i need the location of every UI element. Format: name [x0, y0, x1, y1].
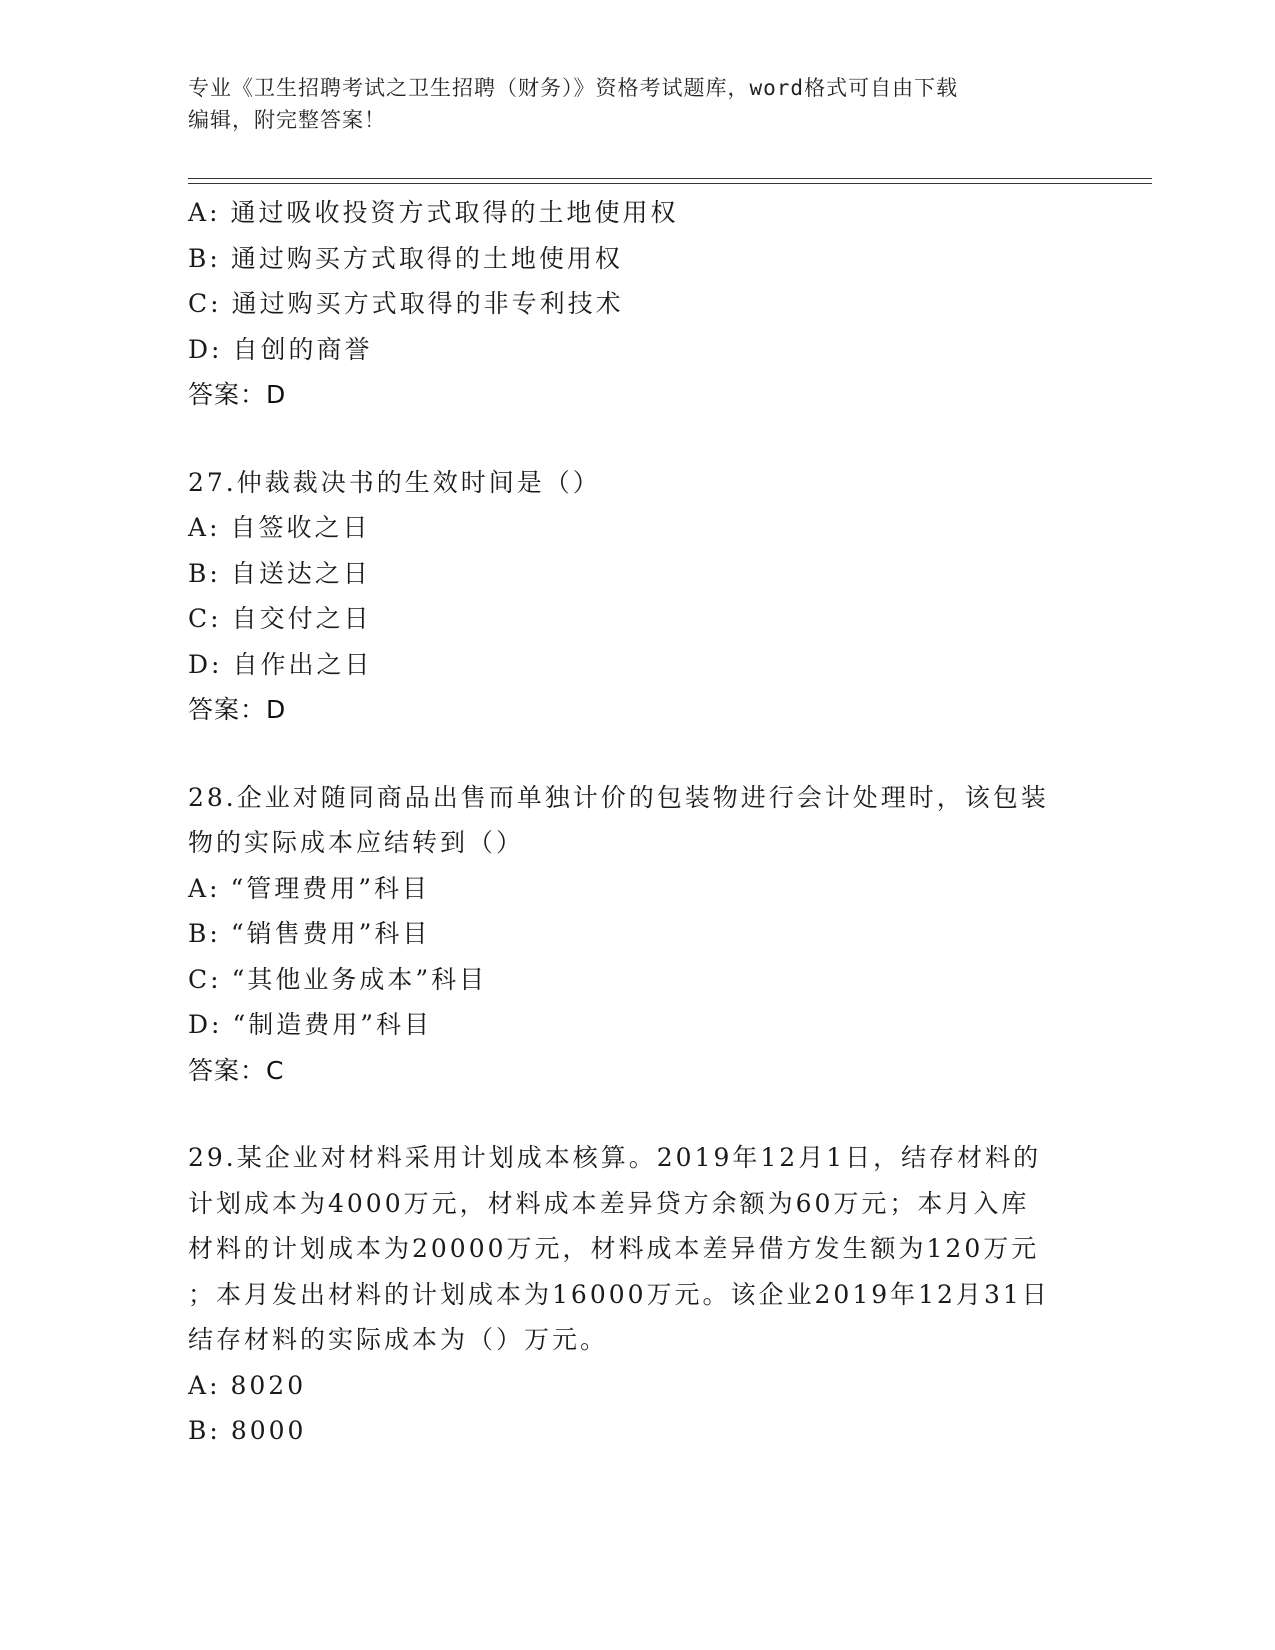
question-29: [188, 1135, 1088, 1454]
option-b: B: 8000: [188, 1416, 307, 1445]
option-a: A: “管理费用”科目: [188, 873, 431, 903]
option-a: A: 通过吸收投资方式取得的土地使用权: [188, 198, 679, 227]
question-stem-line-1: 28.企业对随同商品出售而单独计价的包装物进行会计处理时，该包装: [188, 782, 1049, 812]
question-stem-line-1: 29.某企业对材料采用计划成本核算。2019年12月1日，结存材料的: [188, 1143, 1042, 1172]
option-d: D: “制造费用”科目: [188, 1010, 433, 1039]
option-b: B: “销售费用”科目: [188, 919, 431, 948]
header-divider-bottom: [188, 183, 1152, 184]
header-divider-top: [188, 178, 1152, 179]
question-stem-line-2: 物的实际成本应结转到（）: [188, 828, 525, 857]
question-stem-line-5: 结存材料的实际成本为（）万元。: [188, 1325, 609, 1354]
option-a: A: 8020: [188, 1370, 307, 1400]
answer-line: 答案：C: [188, 1055, 285, 1085]
question-stem: 27.仲裁裁决书的生效时间是（）: [188, 467, 601, 497]
option-c: C: 自交付之日: [188, 604, 372, 633]
option-d: D: 自作出之日: [188, 649, 373, 679]
question-27: [188, 460, 1088, 733]
option-d: D: 自创的商誉: [188, 334, 373, 364]
document-header: [188, 72, 1068, 136]
question-list: [188, 190, 1088, 1454]
option-c: C: 通过购买方式取得的非专利技术: [188, 289, 624, 318]
question-stem-line-2: 计划成本为4000万元，材料成本差异贷方余额为60万元；本月入库: [188, 1188, 1030, 1218]
option-c: C: “其他业务成本”科目: [188, 964, 488, 994]
option-b: B: 自送达之日: [188, 558, 371, 588]
header-line-1: 专业《卫生招聘考试之卫生招聘（财务）》资格考试题库，word格式可自由下载: [188, 76, 959, 100]
option-a: A: 自签收之日: [188, 513, 371, 542]
question-26-continued: [188, 190, 1088, 418]
question-stem-line-4: ；本月发出材料的计划成本为16000万元。该企业2019年12月31日: [188, 1279, 1050, 1309]
answer-line: 答案：D: [188, 695, 287, 724]
answer-line: 答案：D: [188, 380, 287, 409]
question-28: [188, 775, 1088, 1094]
option-b: B: 通过购买方式取得的土地使用权: [188, 243, 623, 273]
header-line-2: 编辑，附完整答案！: [188, 108, 386, 132]
question-stem-line-3: 材料的计划成本为20000万元，材料成本差异借方发生额为120万元: [188, 1234, 1040, 1263]
